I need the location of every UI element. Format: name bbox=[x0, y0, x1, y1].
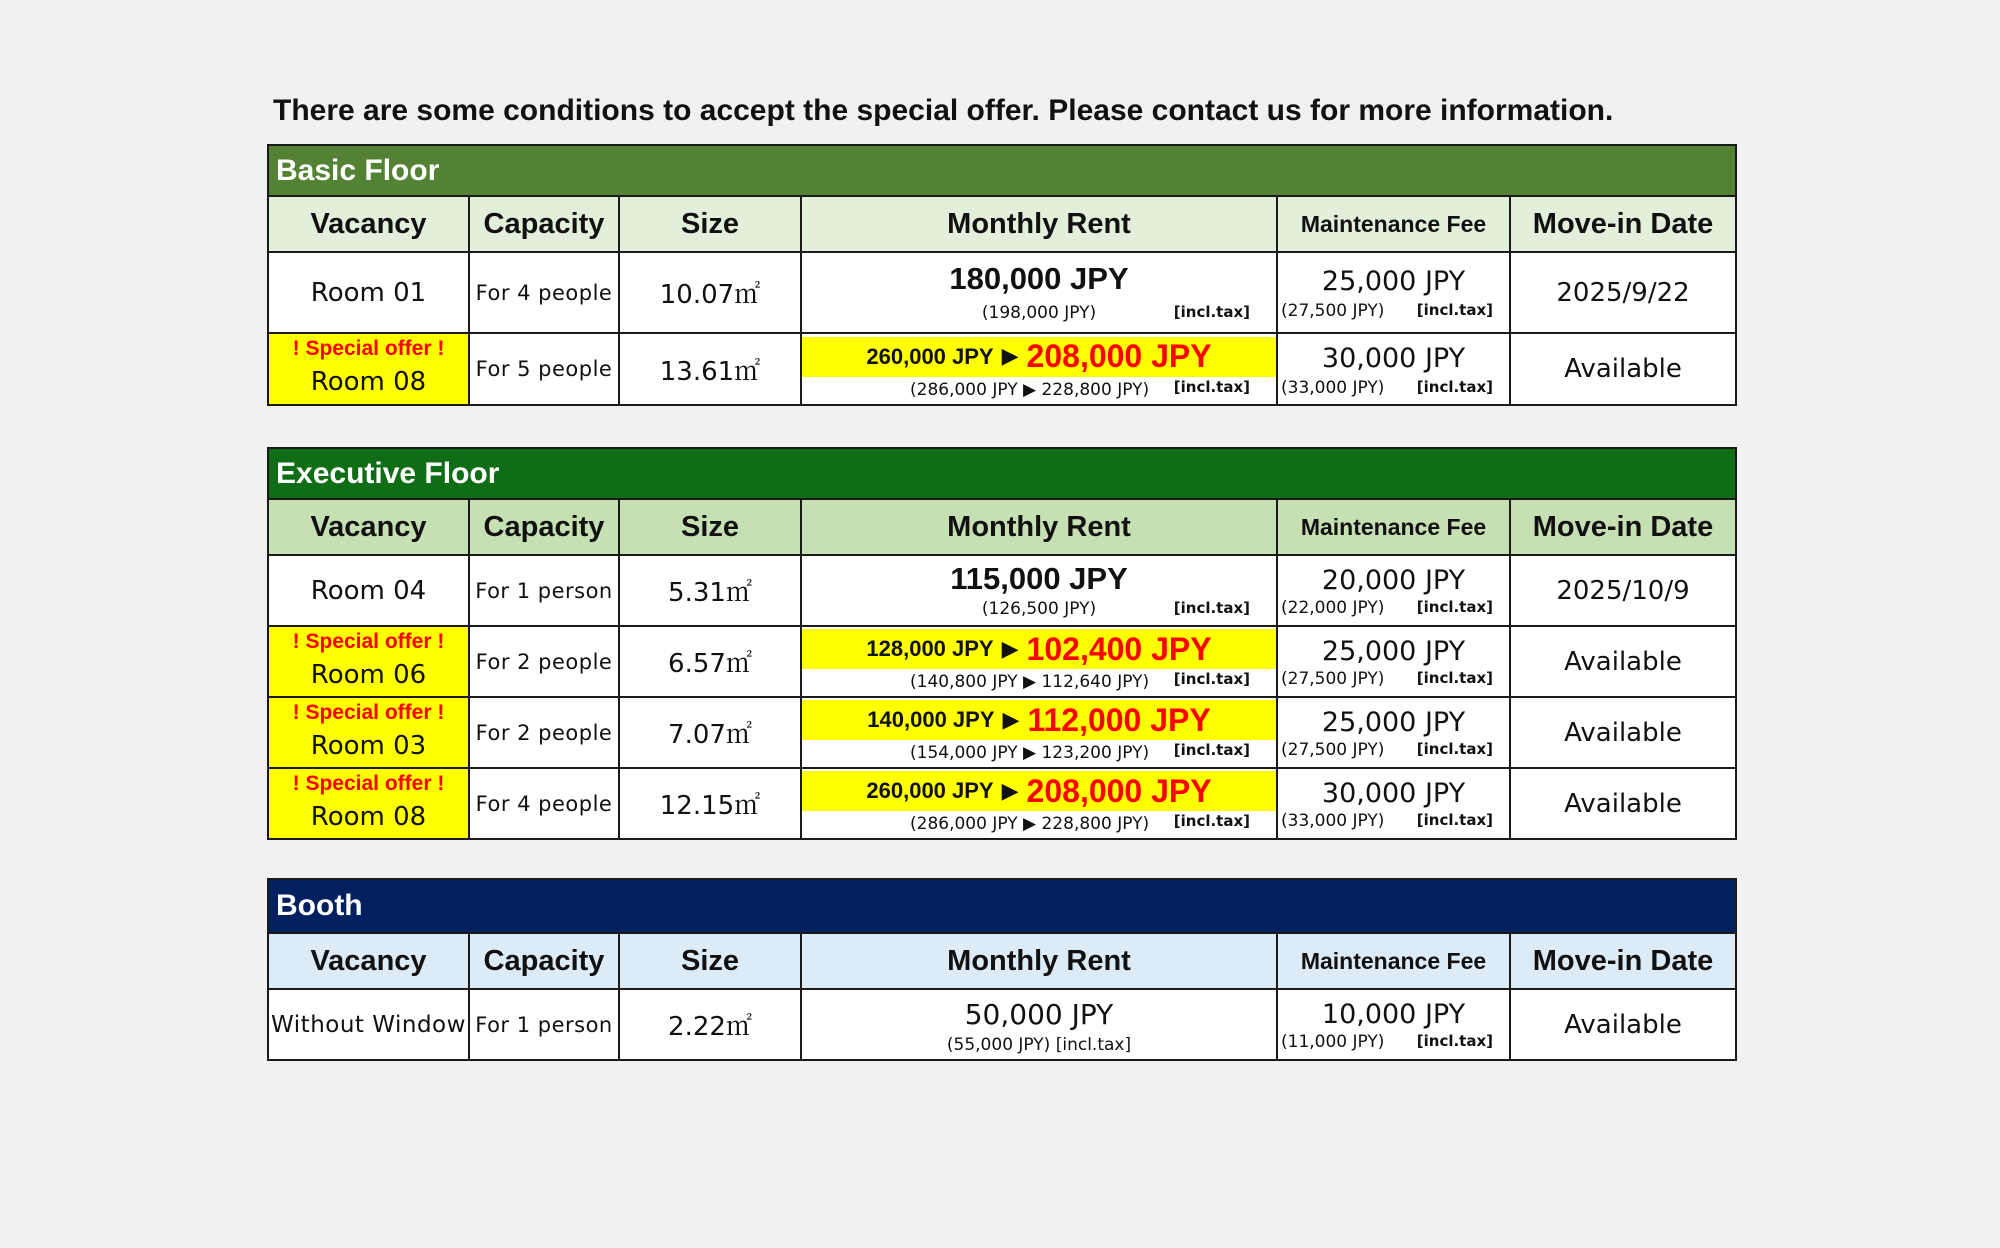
header-monthly-rent: Monthly Rent bbox=[801, 933, 1277, 989]
capacity-cell: For 1 person bbox=[469, 555, 619, 626]
unit-label: ㎡ bbox=[725, 578, 752, 608]
special-offer-price bbox=[802, 337, 1276, 377]
move-in-date: 2025/10/9 bbox=[1510, 555, 1736, 626]
unit-label: ㎡ bbox=[725, 720, 752, 750]
maintenance-incl-tax: (33,000 JPY) bbox=[1281, 377, 1385, 398]
maintenance-cell bbox=[1277, 252, 1510, 333]
rent-price: 180,000 JPY bbox=[949, 260, 1129, 296]
maintenance-cell bbox=[1277, 697, 1510, 768]
table-header-row bbox=[268, 499, 1736, 555]
capacity-cell: For 1 person bbox=[469, 989, 619, 1060]
table-header-row bbox=[268, 196, 1736, 252]
size-value: 6.57 bbox=[668, 649, 726, 679]
move-in-date: Available bbox=[1510, 989, 1736, 1060]
room-name: Without Window bbox=[268, 989, 469, 1060]
arrow-right-icon: ▶ bbox=[1001, 344, 1019, 369]
size-cell bbox=[619, 252, 801, 333]
header-maintenance-fee: Maintenance Fee bbox=[1277, 196, 1510, 252]
maintenance-fee: 30,000 JPY bbox=[1321, 342, 1466, 374]
maintenance-fee: 30,000 JPY bbox=[1321, 778, 1466, 809]
incl-tax-label: [incl.tax] bbox=[1416, 377, 1493, 396]
rent-incl-tax: (286,000 JPY ▶ 228,800 JPY) bbox=[910, 379, 1150, 400]
rent-cell bbox=[801, 333, 1277, 405]
size-cell bbox=[619, 697, 801, 768]
special-offer-label: ! Special offer ! bbox=[292, 630, 445, 653]
rent-incl-tax: (126,500 JPY) bbox=[981, 598, 1097, 619]
special-offer-cell bbox=[268, 768, 469, 839]
table-row bbox=[268, 333, 1736, 405]
unit-label: ㎡ bbox=[734, 791, 761, 821]
incl-tax-label: [incl.tax] bbox=[1416, 1032, 1493, 1050]
move-in-date: Available bbox=[1510, 768, 1736, 839]
maintenance-incl-tax: (27,500 JPY) bbox=[1281, 301, 1385, 321]
size-value: 7.07 bbox=[668, 720, 726, 750]
special-offer-label: ! Special offer ! bbox=[292, 701, 445, 724]
header-vacancy: Vacancy bbox=[268, 196, 469, 252]
rent-incl-tax: (55,000 JPY) [incl.tax] bbox=[946, 1035, 1132, 1055]
rent-price: 50,000 JPY bbox=[964, 998, 1114, 1031]
table-header-row bbox=[268, 933, 1736, 989]
discounted-rent: 102,400 JPY bbox=[1026, 630, 1212, 667]
special-offer-cell bbox=[268, 697, 469, 768]
table-row bbox=[268, 555, 1736, 626]
maintenance-cell bbox=[1277, 333, 1510, 405]
header-vacancy: Vacancy bbox=[268, 499, 469, 555]
maintenance-fee: 25,000 JPY bbox=[1321, 636, 1466, 667]
header-capacity: Capacity bbox=[469, 196, 619, 252]
room-name: Room 01 bbox=[268, 252, 469, 333]
discounted-rent: 112,000 JPY bbox=[1027, 701, 1211, 738]
incl-tax-label: [incl.tax] bbox=[1416, 301, 1493, 319]
move-in-date: Available bbox=[1510, 697, 1736, 768]
maintenance-incl-tax: (22,000 JPY) bbox=[1281, 598, 1385, 618]
incl-tax-label: [incl.tax] bbox=[1416, 669, 1493, 687]
header-capacity: Capacity bbox=[469, 499, 619, 555]
incl-tax-label: [incl.tax] bbox=[1173, 377, 1250, 396]
header-size: Size bbox=[619, 499, 801, 555]
size-value: 10.07 bbox=[659, 280, 735, 310]
rent-incl-tax: (198,000 JPY) bbox=[981, 302, 1097, 323]
move-in-date: Available bbox=[1510, 333, 1736, 405]
section-title-booth: Booth bbox=[268, 879, 1736, 933]
size-cell bbox=[619, 333, 801, 405]
header-monthly-rent: Monthly Rent bbox=[801, 196, 1277, 252]
executive-floor-table bbox=[267, 447, 1737, 840]
discounted-rent: 208,000 JPY bbox=[1026, 338, 1212, 374]
header-maintenance-fee: Maintenance Fee bbox=[1277, 933, 1510, 989]
maintenance-cell bbox=[1277, 626, 1510, 697]
special-offer-price bbox=[802, 629, 1276, 669]
header-maintenance-fee: Maintenance Fee bbox=[1277, 499, 1510, 555]
rent-incl-tax: (140,800 JPY ▶ 112,640 JPY) bbox=[910, 672, 1150, 692]
size-cell bbox=[619, 555, 801, 626]
table-row bbox=[268, 768, 1736, 839]
capacity-cell: For 4 people bbox=[469, 768, 619, 839]
rent-cell bbox=[801, 626, 1277, 697]
incl-tax-label: [incl.tax] bbox=[1173, 302, 1250, 321]
original-rent: 140,000 JPY bbox=[867, 707, 995, 732]
maintenance-cell bbox=[1277, 768, 1510, 839]
rent-cell bbox=[801, 252, 1277, 333]
header-move-in-date: Move-in Date bbox=[1510, 499, 1736, 555]
rent-cell bbox=[801, 697, 1277, 768]
size-value: 13.61 bbox=[659, 356, 735, 387]
special-offer-label: ! Special offer ! bbox=[292, 337, 445, 360]
room-name: Room 03 bbox=[310, 731, 427, 761]
rent-cell bbox=[801, 768, 1277, 839]
arrow-right-icon: ▶ bbox=[1001, 636, 1019, 662]
booth-table bbox=[267, 878, 1737, 1061]
basic-floor-table bbox=[267, 144, 1737, 406]
incl-tax-label: [incl.tax] bbox=[1173, 670, 1250, 688]
incl-tax-label: [incl.tax] bbox=[1173, 812, 1250, 830]
table-row bbox=[268, 252, 1736, 333]
header-move-in-date: Move-in Date bbox=[1510, 933, 1736, 989]
maintenance-fee: 25,000 JPY bbox=[1321, 707, 1466, 738]
table-row bbox=[268, 626, 1736, 697]
rent-price: 115,000 JPY bbox=[950, 560, 1128, 596]
table-row bbox=[268, 697, 1736, 768]
rent-cell bbox=[801, 989, 1277, 1060]
room-name: Room 04 bbox=[268, 555, 469, 626]
section-title-executive: Executive Floor bbox=[268, 448, 1736, 499]
incl-tax-label: [incl.tax] bbox=[1173, 598, 1250, 617]
incl-tax-label: [incl.tax] bbox=[1416, 740, 1493, 758]
special-offer-label: ! Special offer ! bbox=[292, 772, 445, 795]
rent-cell bbox=[801, 555, 1277, 626]
rent-incl-tax: (154,000 JPY ▶ 123,200 JPY) bbox=[910, 743, 1150, 763]
original-rent: 260,000 JPY bbox=[866, 343, 994, 369]
header-move-in-date: Move-in Date bbox=[1510, 196, 1736, 252]
capacity-cell: For 5 people bbox=[469, 333, 619, 405]
unit-label: ㎡ bbox=[734, 356, 761, 387]
special-offer-price bbox=[802, 700, 1276, 740]
capacity-cell: For 2 people bbox=[469, 697, 619, 768]
size-cell bbox=[619, 989, 801, 1060]
arrow-right-icon: ▶ bbox=[1002, 707, 1020, 733]
header-vacancy: Vacancy bbox=[268, 933, 469, 989]
move-in-date: Available bbox=[1510, 626, 1736, 697]
maintenance-fee: 20,000 JPY bbox=[1321, 565, 1466, 596]
incl-tax-label: [incl.tax] bbox=[1173, 741, 1250, 759]
size-value: 12.15 bbox=[659, 791, 735, 821]
header-size: Size bbox=[619, 196, 801, 252]
capacity-cell: For 4 people bbox=[469, 252, 619, 333]
rent-incl-tax: (286,000 JPY ▶ 228,800 JPY) bbox=[910, 814, 1150, 834]
unit-label: ㎡ bbox=[725, 1012, 752, 1042]
room-name: Room 06 bbox=[310, 660, 427, 690]
header-monthly-rent: Monthly Rent bbox=[801, 499, 1277, 555]
room-name: Room 08 bbox=[310, 367, 427, 397]
header-capacity: Capacity bbox=[469, 933, 619, 989]
table-row bbox=[268, 989, 1736, 1060]
maintenance-incl-tax: (11,000 JPY) bbox=[1281, 1032, 1385, 1052]
special-offer-cell bbox=[268, 626, 469, 697]
unit-label: ㎡ bbox=[725, 649, 752, 679]
move-in-date: 2025/9/22 bbox=[1510, 252, 1736, 333]
size-cell bbox=[619, 626, 801, 697]
maintenance-fee: 10,000 JPY bbox=[1321, 999, 1466, 1030]
discounted-rent: 208,000 JPY bbox=[1026, 772, 1212, 809]
header-size: Size bbox=[619, 933, 801, 989]
arrow-right-icon: ▶ bbox=[1001, 778, 1019, 804]
size-value: 5.31 bbox=[668, 578, 726, 608]
unit-label: ㎡ bbox=[734, 280, 761, 310]
maintenance-cell bbox=[1277, 989, 1510, 1060]
size-value: 2.22 bbox=[668, 1012, 726, 1042]
incl-tax-label: [incl.tax] bbox=[1416, 811, 1493, 829]
section-title-basic: Basic Floor bbox=[268, 145, 1736, 196]
original-rent: 128,000 JPY bbox=[866, 636, 994, 661]
original-rent: 260,000 JPY bbox=[866, 778, 994, 803]
special-offer-price bbox=[802, 771, 1276, 811]
incl-tax-label: [incl.tax] bbox=[1416, 598, 1493, 616]
maintenance-incl-tax: (27,500 JPY) bbox=[1281, 740, 1385, 760]
maintenance-cell bbox=[1277, 555, 1510, 626]
maintenance-incl-tax: (33,000 JPY) bbox=[1281, 811, 1385, 831]
capacity-cell: For 2 people bbox=[469, 626, 619, 697]
room-name: Room 08 bbox=[310, 802, 427, 832]
special-offer-cell bbox=[268, 333, 469, 405]
maintenance-fee: 25,000 JPY bbox=[1321, 266, 1466, 297]
size-cell bbox=[619, 768, 801, 839]
maintenance-incl-tax: (27,500 JPY) bbox=[1281, 669, 1385, 689]
special-offer-notice: There are some conditions to accept the special offer. Please contact us for more information. bbox=[273, 94, 1614, 127]
